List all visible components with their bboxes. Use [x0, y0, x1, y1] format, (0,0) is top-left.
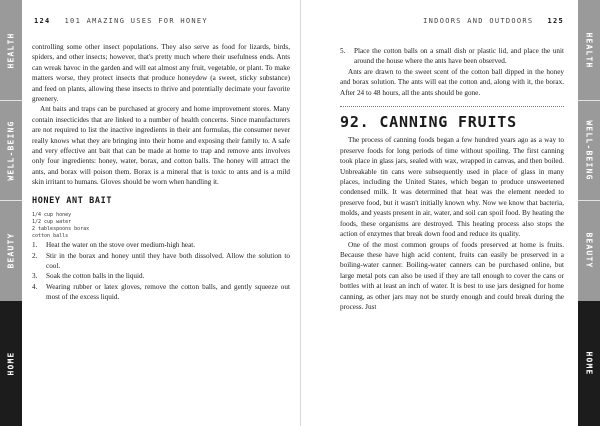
page-number: 125	[547, 17, 564, 25]
tab-home[interactable]: HOME	[0, 301, 22, 426]
left-running-header	[34, 14, 290, 28]
body-paragraph: One of the most common groups of foods preserved at home is fruits. Because these have high acid content, fruits can easily be preserved in a boiling-water canner. Boiling-water canners can be purchased online, but large metal pots can also be used if they are tall enough to cover the cans or bottles with at least an inch of water. It is best to use jars designed for home canning, as other jars may not be sturdy enough and could break during the process. Just	[340, 240, 564, 311]
section-title: 92. CANNING FRUITS	[340, 113, 517, 132]
right-section-tabs	[578, 0, 600, 426]
tab-beauty[interactable]: BEAUTY	[584, 232, 594, 269]
right-running-header	[340, 14, 564, 28]
instruction-step: 5. Place the cotton balls on a small dish or plastic lid, and place the unit around the house where the ants have been observed.	[340, 47, 564, 66]
right-page	[300, 0, 600, 426]
tab-health[interactable]: HEALTH	[0, 0, 22, 101]
tab-well-being[interactable]: WELL-BEING	[0, 101, 22, 201]
left-page-body	[32, 42, 290, 303]
instruction-step: 2. Stir in the borax and honey until they have both dissolved. Allow the solution to cool.	[32, 251, 290, 270]
ingredient-item: cotton balls	[32, 233, 69, 240]
recipe-subheading: HONEY ANT BAIT	[32, 195, 113, 206]
body-paragraph: The process of canning foods began a few hundred years ago as a way to preserve foods for long periods of time without spoiling. The first canning took place in glass jars, sealed with wax, wrapped in canvas, and then boiled. Unbreakable tin cans were subsequently used in place of glass in many places, including the United States, which began to produce unsweetened condensed milk. It was determined that heat was the element needed to preserve food, but it wasn't initially known why. Now we know that bacteria, molds, and yeasts present in air, water, and soil can spoil food. By heating the foods, these organisms are destroyed. This heating process also stops the action of enzymes that break down food and reduce its quality.	[340, 136, 564, 239]
body-paragraph: Ants are drawn to the sweet scent of the cotton ball dipped in the honey and borax solution. The ants will eat the cotton and, along with it, the borax. After 24 to 48 hours, all the ants should be gone.	[340, 67, 564, 97]
ingredient-item: 2 tablespoons borax	[32, 226, 90, 233]
section-divider	[340, 106, 564, 107]
page-number: 124	[34, 17, 51, 25]
body-paragraph: controlling some other insect populations. They also serve as food for lizards, birds, spiders, and other insects; however, that's pretty much where their usefulness ends. Ants can wreak havoc in the garden and will eat almost any fruit, vegetable, or plant. To make matters worse, they protect insects that produce honeydew (a sweet, sticky substance) and feed on plants, allowing these insects to thrive and potentially decimate your favorite greenery.	[32, 43, 290, 104]
tab-home[interactable]: HOME	[578, 301, 600, 426]
ingredient-item: 1/4 cup honey	[32, 212, 72, 219]
left-section-tabs	[0, 0, 22, 426]
tab-health[interactable]: HEALTH	[578, 0, 600, 101]
instruction-step: 1. Heat the water on the stove over medium-high heat.	[32, 241, 196, 250]
ingredient-list	[32, 212, 290, 240]
running-head: INDOORS AND OUTDOORS	[423, 17, 534, 25]
instruction-list	[340, 46, 564, 67]
instruction-list	[32, 240, 290, 302]
instruction-step: 3. Soak the cotton balls in the liquid.	[32, 272, 145, 281]
body-paragraph: Ant baits and traps can be purchased at grocery and home improvement stores. Many contain insecticides that are linked to a number of health concerns. Since manufacturers are not required to list the inactive ingredients in their ant formulas, the consumer never really knows what they are bringing into their home and exposing their family to. A safe and very effective ant bait that can be made at home to trap and remove ants involves only four ingredients: honey, water, borax, and cotton balls. The honey will attract the ants, and borax will poison them. Borax is a mineral that is toxic to ants and is a mild skin irritant to humans. Gloves should be worn when handling it.	[32, 105, 290, 187]
running-head: 101 AMAZING USES FOR HONEY	[64, 17, 208, 25]
instruction-step: 4. Wearing rubber or latex gloves, remove the cotton balls, and gently squeeze out most of the excess liquid.	[32, 282, 290, 302]
tab-well-being[interactable]: WELL-BEING	[578, 101, 600, 201]
ingredient-item: 1/2 cup water	[32, 219, 72, 226]
right-page-body	[340, 46, 564, 312]
tab-beauty[interactable]: BEAUTY	[6, 232, 16, 269]
